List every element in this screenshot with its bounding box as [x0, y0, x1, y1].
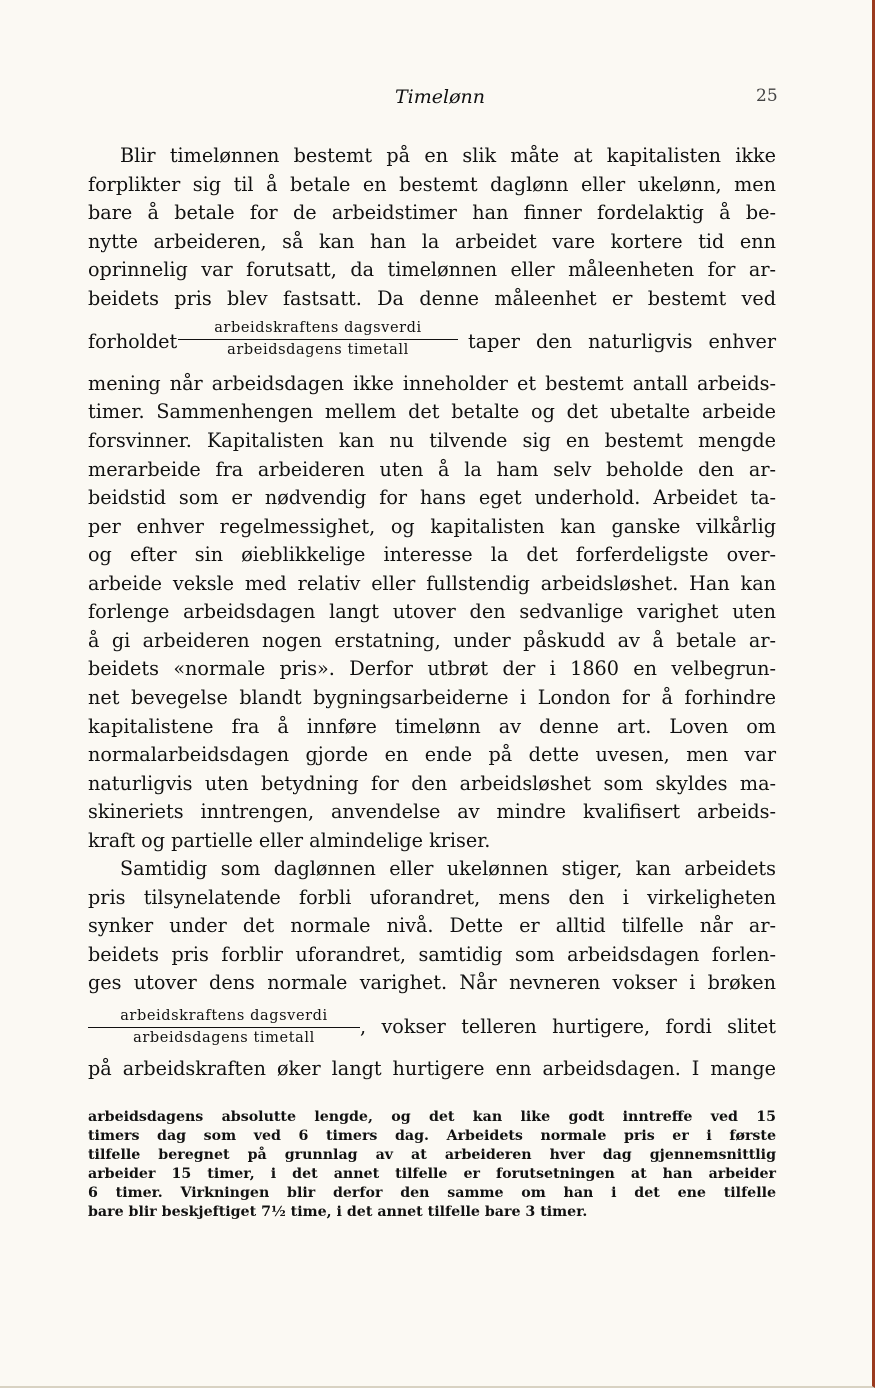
text-line: forlenge arbeidsdagen langt utover den sedvanlige varighet uten [88, 600, 776, 623]
text-line: kraft og partielle eller almindelige kriser. [88, 829, 491, 852]
footnote-line: timers dag som ved 6 timers dag. Arbeidets normale pris er i første [88, 1128, 776, 1144]
fraction-denominator: arbeidsdagens timetall [227, 342, 409, 358]
text-line: timer. Sammenhengen mellem det betalte og det ubetalte arbeide [88, 400, 776, 423]
fraction-denominator: arbeidsdagens timetall [133, 1030, 315, 1046]
formula-prefix: forholdet [88, 330, 178, 353]
footnote-line: arbeider 15 timer, i det annet tilfelle er forutsetningen at han arbeider [88, 1166, 776, 1182]
fraction-formula-2 [88, 1008, 360, 1046]
footnote-line: tilfelle beregnet på grunnlag av at arbeideren hver dag gjennemsnittlig [88, 1147, 776, 1163]
text-line: beidets «normale pris». Derfor utbrøt der i 1860 en velbegrun- [88, 657, 776, 680]
text-line: ges utover dens normale varighet. Når nevneren vokser i brøken [88, 971, 776, 994]
text-line: normalarbeidsdagen gjorde en ende på dette uvesen, men var [88, 743, 776, 766]
text-line: Blir timelønnen bestemt på en slik måte at kapitalisten ikke [120, 144, 776, 167]
text-line: beidets pris forblir uforandret, samtidig som arbeidsdagen forlen- [88, 943, 776, 966]
text-line: per enhver regelmessighet, og kapitalisten kan ganske vilkårlig [88, 515, 776, 538]
text-line: beidstid som er nødvendig for hans eget underhold. Arbeidet ta- [88, 486, 776, 509]
fraction-formula-1 [178, 320, 458, 358]
text-line: forplikter sig til å betale en bestemt daglønn eller ukelønn, men [88, 173, 776, 196]
footnote-line: arbeidsdagens absolutte lengde, og det kan like godt inntreffe ved 15 [88, 1109, 776, 1125]
text-line: nytte arbeideren, så kan han la arbeidet vare kortere tid enn [88, 230, 776, 253]
text-line: arbeide veksle med relativ eller fullstendig arbeidsløshet. Han kan [88, 572, 776, 595]
text-line: beidets pris blev fastsatt. Da denne måleenhet er bestemt ved [88, 287, 776, 310]
text-line: bare å betale for de arbeidstimer han finner fordelaktig å be- [88, 201, 776, 224]
text-line: å gi arbeideren nogen erstatning, under påskudd av å betale ar- [88, 629, 776, 652]
text-line: naturligvis uten betydning for den arbeidsløshet som skyldes ma- [88, 772, 776, 795]
text-line: mening når arbeidsdagen ikke inneholder et bestemt antall arbeids- [88, 372, 776, 395]
fraction-numerator: arbeidskraftens dagsverdi [88, 1008, 360, 1028]
formula-suffix: , vokser telleren hurtigere, fordi slitet [360, 1015, 776, 1038]
text-line: Samtidig som daglønnen eller ukelønnen stiger, kan arbeidets [120, 857, 776, 880]
page-number: 25 [756, 86, 778, 106]
text-line: forsvinner. Kapitalisten kan nu tilvende sig en bestemt mengde [88, 429, 776, 452]
text-line: skineriets inntrengen, anvendelse av mindre kvalifisert arbeids- [88, 800, 776, 823]
text-line: og efter sin øieblikkelige interesse la det forferdeligste over- [88, 543, 776, 566]
text-line: merarbeide fra arbeideren uten å la ham selv beholde den ar- [88, 458, 776, 481]
running-header: Timelønn [395, 86, 485, 108]
text-line: på arbeidskraften øker langt hurtigere enn arbeidsdagen. I mange [88, 1057, 776, 1080]
text-line: kapitalistene fra å innføre timelønn av denne art. Loven om [88, 715, 776, 738]
formula-suffix: taper den naturligvis enhver [468, 330, 776, 353]
fraction-numerator: arbeidskraftens dagsverdi [178, 320, 458, 340]
footnote-line: bare blir beskjeftiget 7½ time, i det annet tilfelle bare 3 timer. [88, 1204, 588, 1220]
text-line: net bevegelse blandt bygningsarbeiderne i London for å forhindre [88, 686, 776, 709]
footnote-line: 6 timer. Virkningen blir derfor den samme om han i det ene tilfelle [88, 1185, 776, 1201]
text-line: oprinnelig var forutsatt, da timelønnen eller måleenheten for ar- [88, 258, 776, 281]
text-line: pris tilsynelatende forbli uforandret, mens den i virkeligheten [88, 886, 776, 909]
text-line: synker under det normale nivå. Dette er alltid tilfelle når ar- [88, 914, 776, 937]
